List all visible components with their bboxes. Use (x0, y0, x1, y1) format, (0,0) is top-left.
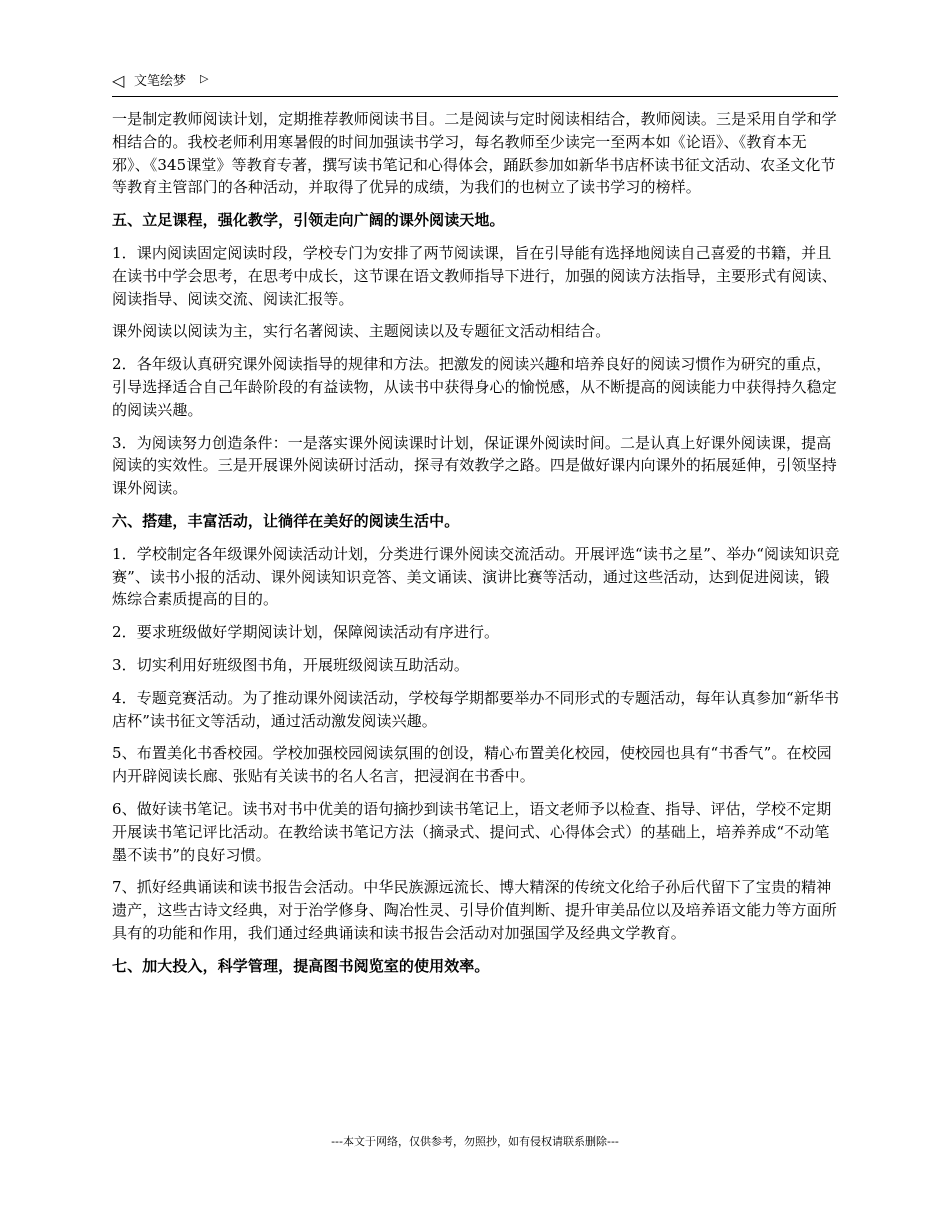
section-heading: 五、立足课程，强化教学，引领走向广阔的课外阅读天地。 (112, 211, 505, 230)
header-brand: 文笔绘梦 (134, 74, 187, 89)
triangle-right-icon: ▷ (200, 72, 209, 85)
section-heading: 七、加大投入，科学管理，提高图书阅览室的使用效率。 (112, 956, 490, 975)
section-heading: 六、搭建，丰富活动，让徜徉在美好的阅读生活中。 (112, 511, 460, 530)
paragraph: 课外阅读以阅读为主，实行名著阅读、主题阅读以及专题征文活动相结合。 (112, 322, 611, 341)
page-footer: ---本文于网络，仅供参考，勿照抄，如有侵权请联系删除--- (331, 1135, 619, 1148)
paragraph: 4．专题竞赛活动。为了推动课外阅读活动，学校每学期都要举办不同形式的专题活动，每年认真参加“新华书店杯”读书征文等活动，通过活动激发阅读兴趣。 (112, 688, 840, 730)
paragraph: 3．切实利用好班级图书角，开展班级阅读互助活动。 (112, 655, 469, 674)
paragraph: 1．课内阅读固定阅读时段，学校专门为安排了两节阅读课，旨在引导能有选择地阅读自己喜爱的书籍，并且在读书中学会思考，在思考中成长，这节课在语文教师指导下进行，加强的阅读方法指导，主要形式有阅读、阅读指导、阅读交流、阅读汇报等。 (112, 243, 837, 308)
paragraph: 5、布置美化书香校园。学校加强校园阅读氛围的创设，精心布置美化校园，使校园也具有“书香气”。在校园内开辟阅读长廊、张贴有关读书的名人名言，把浸润在书香中。 (112, 744, 832, 786)
paragraph: 一是制定教师阅读计划，定期推荐教师阅读书目。二是阅读与定时阅读相结合，教师阅读。三是采用自学和学相结合的。我校老师利用寒暑假的时间加强读书学习，每名教师至少读完一至两本如《论语》、《教育本无邪》、《345课堂》等教育专著，撰写读书笔记和心得体会，踊跃参加如新华书店杯读书征文活动、农圣文化节等教育主管部门的各种活动，并取得了优异的成绩，为我们的也树立了读书学习的榜样。 (112, 110, 837, 197)
paragraph: 2．各年级认真研究课外阅读指导的规律和方法。把激发的阅读兴趣和培养良好的阅读习惯作为研究的重点，引导选择适合自己年龄阶段的有益读物，从读书中获得身心的愉悦感，从不断提高的阅读能力中获得持久稳定的阅读兴趣。 (112, 355, 837, 419)
paragraph: 3．为阅读努力创造条件：一是落实课外阅读课时计划，保证课外阅读时间。二是认真上好课外阅读课，提高阅读的实效性。三是开展课外阅读研讨活动，探寻有效教学之路。四是做好课内向课外的拓展延伸，引领坚持课外阅读。 (112, 433, 837, 498)
paragraph: 1．学校制定各年级课外阅读活动计划，分类进行课外阅读交流活动。开展评选“读书之星”、举办“阅读知识竞赛”、读书小报的活动、课外阅读知识竞答、美文诵读、演讲比赛等活动，通过这些活动，达到促进阅读，锻炼综合素质提高的目的。 (112, 544, 840, 609)
triangle-left-icon: ◁ (112, 71, 125, 90)
page-header (112, 70, 838, 97)
paragraph: 7、抓好经典诵读和读书报告会活动。中华民族源远流长、博大精深的传统文化给子孙后代留下了宝贵的精神遗产，这些古诗文经典，对于治学修身、陶冶性灵、引导价值判断、提升审美品位以及培养语文能力等方面所具有的功能和作用，我们通过经典诵读和读书报告会活动对加强国学及经典文学教育。 (112, 878, 837, 942)
paragraph: 6、做好读书笔记。读书对书中优美的语句摘抄到读书笔记上，语文老师予以检查、指导、评估，学校不定期开展读书笔记评比活动。在教给读书笔记方法（摘录式、提问式、心得体会式）的基础上，培养养成“不动笔墨不读书”的良好习惯。 (112, 799, 832, 864)
paragraph: 2．要求班级做好学期阅读计划，保障阅读活动有序进行。 (112, 623, 500, 642)
document-body (112, 108, 844, 988)
